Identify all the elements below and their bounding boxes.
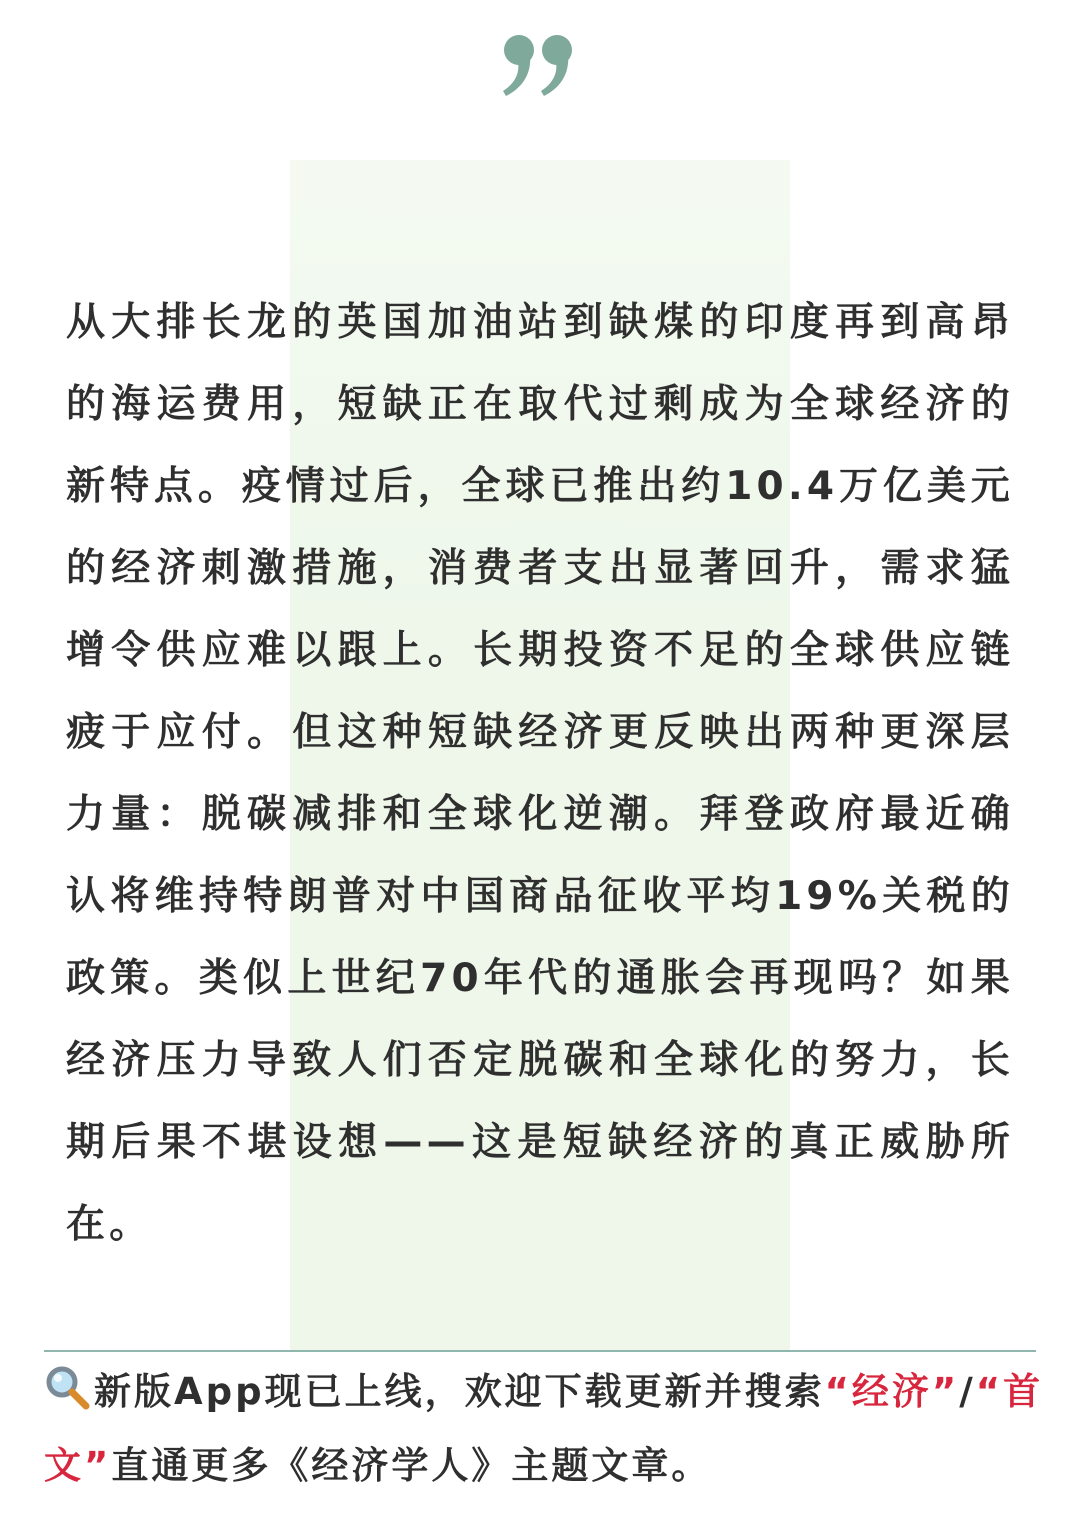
promo-keyword-economy[interactable]: “经济” — [824, 1370, 960, 1413]
divider-line — [44, 1350, 1036, 1352]
promo-separator: / — [959, 1370, 976, 1413]
promo-text-outro: 直通更多《经济学人》主题文章。 — [111, 1444, 712, 1487]
closing-quote-icon — [500, 30, 580, 100]
article-body: 从大排长龙的英国加油站到缺煤的印度再到高昂的海运费用，短缺正在取代过剩成为全球经济的新特点。疫情过后，全球已推出约10.4万亿美元的经济刺激措施，消费者支出显著回升，需求猛增令供应难以跟上。长期投资不足的全球供应链疲于应付。但这种短缺经济更反映出两种更深层力量：脱碳减排和全球化逆潮。拜登政府最近确认将维持特朗普对中国商品征收平均19%关税的政策。类似上世纪70年代的通胀会再现吗？如果经济压力导致人们否定脱碳和全球化的努力，长期后果不堪设想——这是短缺经济的真正威胁所在。 — [66, 300, 1014, 1247]
search-icon — [44, 1364, 90, 1410]
promo-text-intro: 新版App现已上线，欢迎下载更新并搜索 — [94, 1370, 825, 1413]
promo-keyword-lead-article[interactable]: “首文” — [44, 1370, 1044, 1487]
promo-banner — [44, 1355, 1044, 1503]
